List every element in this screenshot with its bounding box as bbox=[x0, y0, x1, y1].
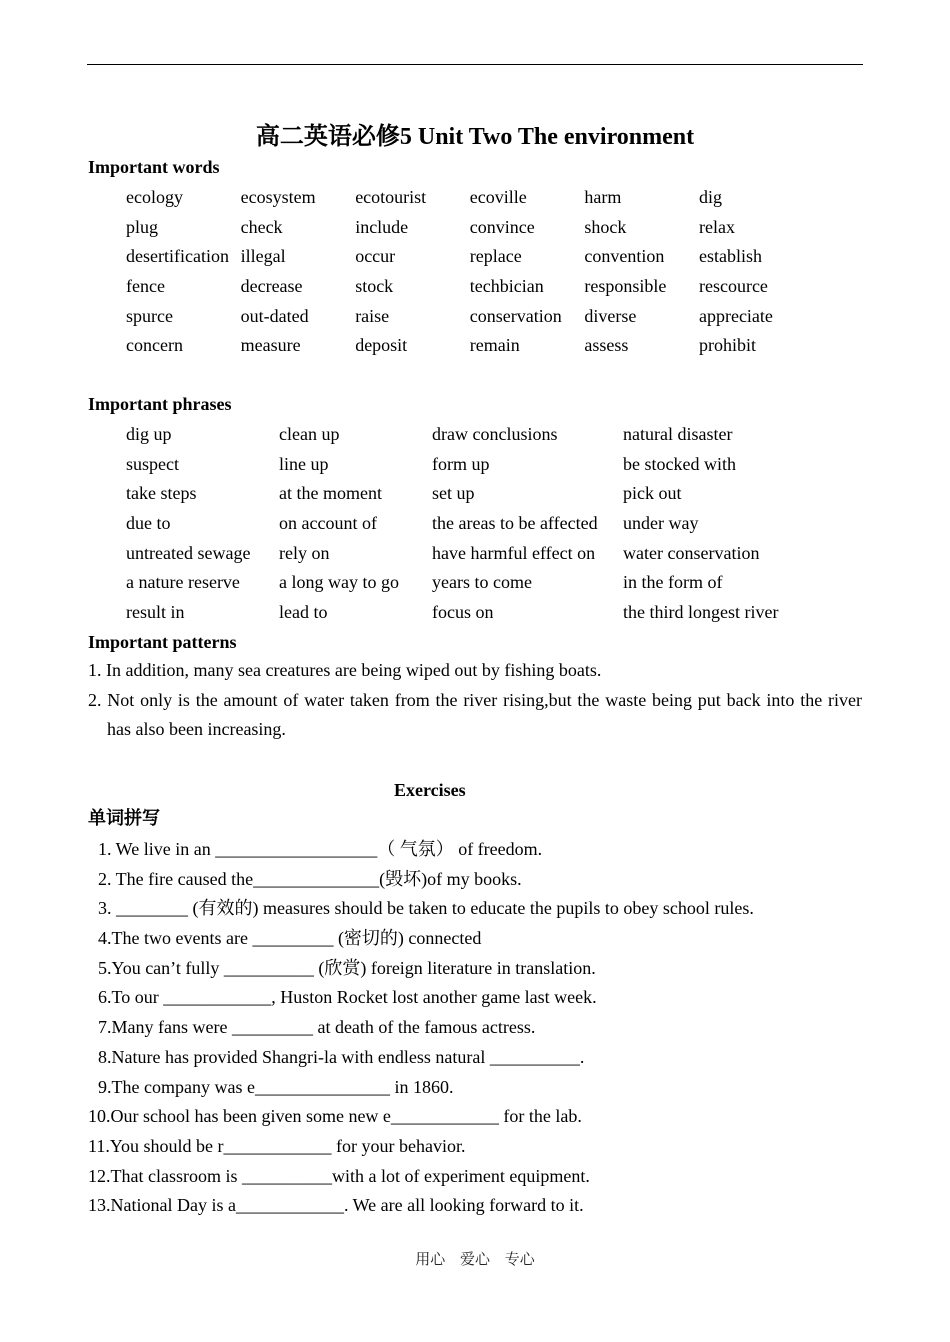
phrase-cell: a nature reserve bbox=[126, 572, 240, 593]
phrase-cell: set up bbox=[432, 483, 475, 504]
phrase-cell: be stocked with bbox=[623, 453, 736, 474]
word-cell: ecology bbox=[126, 187, 183, 207]
word-cell: include bbox=[355, 216, 409, 237]
word-cell: convince bbox=[469, 216, 535, 237]
word-row bbox=[126, 275, 814, 305]
phrase-cell: water conservation bbox=[623, 542, 760, 563]
exercise-item: 10.Our school has been given some new e____________ for the lab. bbox=[88, 1106, 582, 1127]
word-cell: plug bbox=[126, 216, 159, 237]
word-row bbox=[126, 305, 814, 335]
word-cell: remain bbox=[469, 335, 520, 356]
word-cell: harm bbox=[584, 187, 622, 207]
phrase-cell: rely on bbox=[279, 542, 330, 563]
phrase-cell: focus on bbox=[432, 602, 494, 623]
phrase-cell: pick out bbox=[623, 483, 682, 504]
phrase-cell: untreated sewage bbox=[126, 542, 251, 563]
word-row bbox=[126, 186, 814, 216]
word-cell: prohibit bbox=[698, 335, 756, 356]
phrase-cell: under way bbox=[623, 513, 699, 534]
word-cell: illegal bbox=[240, 246, 286, 267]
phrase-cell: clean up bbox=[279, 424, 340, 444]
phrase-cell: result in bbox=[126, 602, 185, 623]
word-row bbox=[126, 334, 814, 364]
word-cell: check bbox=[240, 216, 283, 237]
phrase-cell: have harmful effect on bbox=[432, 542, 596, 563]
word-cell: measure bbox=[240, 335, 301, 356]
word-cell: diverse bbox=[584, 305, 637, 326]
word-cell: establish bbox=[698, 246, 762, 267]
exercise-item: 4.The two events are _________ (密切的) connected bbox=[98, 928, 482, 949]
phrase-cell: the third longest river bbox=[623, 602, 779, 623]
phrase-cell: natural disaster bbox=[623, 424, 733, 444]
word-cell: replace bbox=[469, 246, 522, 267]
word-cell: ecoville bbox=[469, 187, 527, 207]
phrase-row bbox=[126, 453, 823, 483]
phrases-table bbox=[126, 423, 823, 631]
phrase-cell: years to come bbox=[432, 572, 532, 593]
phrase-cell: the areas to be affected bbox=[432, 513, 598, 534]
word-cell: convention bbox=[584, 246, 665, 267]
words-table bbox=[126, 186, 814, 364]
exercise-item: 7.Many fans were _________ at death of the famous actress. bbox=[98, 1017, 536, 1038]
pattern-item-1: 1. In addition, many sea creatures are being wiped out by fishing boats. bbox=[88, 660, 602, 680]
word-row bbox=[126, 216, 814, 246]
phrase-cell: on account of bbox=[279, 513, 377, 534]
exercise-item: 9.The company was e_______________ in 1860. bbox=[98, 1076, 454, 1097]
word-cell: fence bbox=[126, 276, 165, 297]
phrase-row bbox=[126, 423, 823, 453]
phrase-cell: at the moment bbox=[279, 483, 382, 504]
exercise-item: 3. ________ (有效的) measures should be taken to educate the pupils to obey school rules. bbox=[98, 898, 754, 919]
word-cell: stock bbox=[355, 276, 394, 297]
word-cell: responsible bbox=[584, 276, 667, 297]
word-row bbox=[126, 245, 814, 275]
phrase-cell: draw conclusions bbox=[432, 424, 558, 444]
phrase-cell: a long way to go bbox=[279, 572, 399, 593]
phrase-cell: suspect bbox=[126, 453, 179, 474]
phrase-cell: form up bbox=[432, 453, 490, 474]
exercise-item: 12.That classroom is __________with a lot of experiment equipment. bbox=[88, 1165, 590, 1186]
word-cell: deposit bbox=[355, 335, 408, 356]
exercises-title: Exercises bbox=[394, 780, 466, 800]
word-cell: techbician bbox=[469, 276, 544, 297]
phrase-row bbox=[126, 571, 823, 601]
word-cell: appreciate bbox=[698, 305, 773, 326]
exercise-item: 6.To our ____________, Huston Rocket lost another game last week. bbox=[98, 987, 597, 1008]
word-cell: decrease bbox=[240, 276, 303, 297]
exercise-list bbox=[88, 838, 754, 1224]
words-heading: Important words bbox=[88, 157, 220, 177]
phrase-cell: line up bbox=[279, 453, 329, 474]
pattern-item-2: 2. Not only is the amount of water taken from the river rising,but the waste being put back into the river has also been increasing. bbox=[88, 689, 862, 740]
exercise-item: 13.National Day is a____________. We are all looking forward to it. bbox=[88, 1195, 584, 1216]
word-cell: desertification bbox=[126, 246, 229, 267]
word-cell: ecosystem bbox=[240, 187, 316, 207]
word-cell: ecotourist bbox=[355, 187, 427, 207]
phrase-row bbox=[126, 512, 823, 542]
header-rule bbox=[87, 64, 863, 65]
exercise-item: 8.Nature has provided Shangri-la with endless natural __________. bbox=[98, 1046, 585, 1067]
exercise-item: 5.You can’t fully __________ (欣赏) foreign literature in translation. bbox=[98, 957, 596, 978]
patterns-list bbox=[88, 656, 862, 745]
phrase-cell: lead to bbox=[279, 602, 328, 623]
word-cell: raise bbox=[355, 305, 390, 326]
phrase-row bbox=[126, 542, 823, 572]
phrase-row bbox=[126, 482, 823, 512]
exercise-item: 2. The fire caused the______________(毁坏)of my books. bbox=[98, 868, 522, 889]
word-cell: conservation bbox=[469, 305, 562, 326]
patterns-heading: Important patterns bbox=[88, 632, 237, 652]
word-cell: shock bbox=[584, 216, 627, 237]
word-cell: occur bbox=[355, 246, 396, 267]
phrase-cell: dig up bbox=[126, 424, 172, 444]
phrase-cell: in the form of bbox=[623, 572, 723, 593]
word-cell: concern bbox=[126, 335, 183, 356]
exercise-item: 11.You should be r____________ for your behavior. bbox=[88, 1135, 466, 1156]
phrase-cell: take steps bbox=[126, 483, 197, 504]
phrase-cell: due to bbox=[126, 513, 171, 534]
word-cell: relax bbox=[698, 216, 735, 237]
word-cell: assess bbox=[584, 335, 629, 356]
page-footer: 用心 爱心 专心 bbox=[415, 1250, 535, 1268]
exercises-subtitle: 单词拼写 bbox=[88, 808, 160, 829]
word-cell: out-dated bbox=[240, 305, 309, 326]
word-cell: dig bbox=[698, 187, 722, 207]
phrase-row bbox=[126, 601, 823, 631]
word-cell: spurce bbox=[126, 305, 173, 326]
page-title: 高二英语必修5 Unit Two The environment bbox=[255, 124, 695, 150]
phrases-heading: Important phrases bbox=[88, 394, 232, 414]
exercise-item: 1. We live in an __________________（ 气氛） of freedom. bbox=[98, 839, 543, 859]
word-cell: rescource bbox=[698, 276, 768, 297]
